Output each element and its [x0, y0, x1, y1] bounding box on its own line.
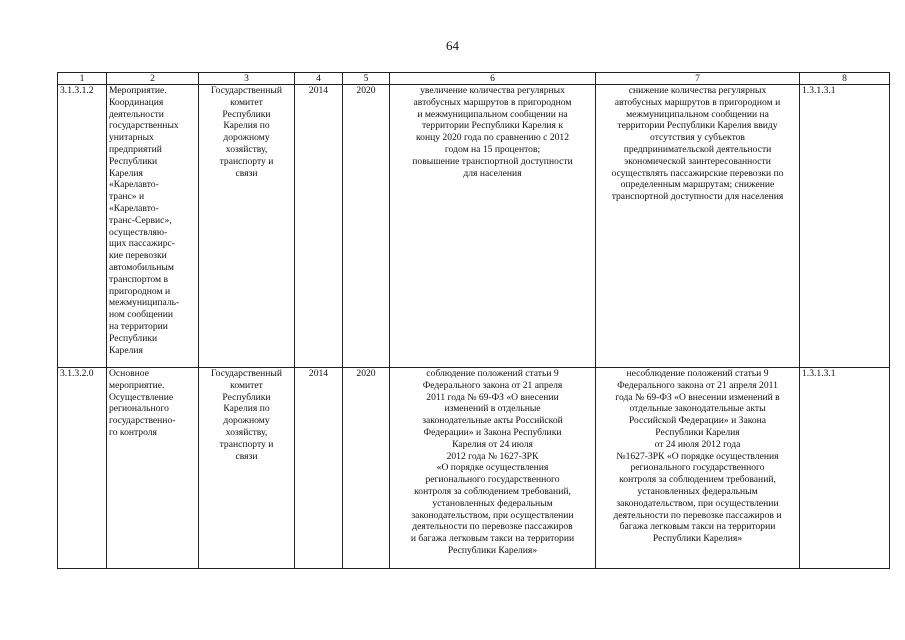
cell-text-line: №1627-ЗРК «О порядке осуществления	[616, 450, 779, 462]
cell-text-line: законодательством, при осуществлении	[616, 497, 779, 509]
cell-text-line: предпринимательской деятельности	[623, 143, 772, 155]
cell-text-line: экономической заинтересованности	[624, 155, 771, 167]
measure-name	[107, 368, 199, 569]
cell-text-line: Карелия	[109, 344, 143, 356]
cell-text-line: Карелия	[109, 167, 143, 179]
cell-text-line: Федерального закона от 21 апреля	[422, 379, 563, 391]
table-row	[58, 368, 890, 569]
program-measures-table	[57, 72, 890, 569]
cell-text-line: дорожному	[223, 132, 270, 144]
responsible-executor	[199, 368, 295, 569]
cell-text-line: 2011 года № 69-ФЗ «О внесении	[426, 391, 559, 403]
cell-text-line: Карелия по	[223, 403, 270, 415]
cell-text-line: Карелия по	[223, 120, 270, 132]
cell-text-line: автобусных маршрутов в пригородном	[413, 96, 572, 108]
column-header-2: 2	[107, 73, 199, 85]
cell-text-line: связи	[235, 450, 258, 462]
measure-name	[107, 85, 199, 368]
cell-text-line: регионального государственного	[425, 474, 560, 486]
cell-text-line: Республики	[109, 332, 158, 344]
cell-text-line: отсутствия у субъектов	[650, 132, 745, 144]
cell-text-line: территории Республики Карелия ввиду	[617, 120, 778, 132]
cell-text-line: регионального	[109, 403, 169, 415]
cell-text-line: комитет	[230, 379, 263, 391]
cell-text-line: транспорту и	[219, 438, 274, 450]
cell-text-line: хозяйству,	[225, 426, 268, 438]
cell-text-line: государственно-	[109, 415, 176, 427]
cell-text-line: мероприятие.	[109, 379, 165, 391]
measure-code: 3.1.3.1.2	[58, 85, 107, 368]
cell-text-line: «Карелавто-	[109, 179, 159, 191]
column-header-7: 7	[596, 73, 800, 85]
non-implementation-consequences	[596, 368, 800, 569]
cell-text-line: установленных федеральным	[637, 485, 758, 497]
related-indicator: 1.3.1.3.1	[800, 368, 890, 569]
cell-text-line: связи	[235, 167, 258, 179]
non-implementation-consequences	[596, 85, 800, 368]
cell-text-line: пригородном и	[109, 285, 171, 297]
expected-result	[390, 85, 596, 368]
end-year: 2020	[343, 368, 390, 569]
table-row	[58, 85, 890, 368]
cell-text-line: ном сообщении	[109, 309, 173, 321]
cell-text-line: предприятий	[109, 143, 162, 155]
related-indicator: 1.3.1.3.1	[800, 85, 890, 368]
cell-text-line: го контроля	[109, 426, 157, 438]
cell-text-line: законодательные акты Российской	[422, 415, 563, 427]
cell-text-line: хозяйству,	[225, 143, 268, 155]
cell-text-line: транс-Сервис»,	[109, 214, 172, 226]
cell-text-line: кие перевозки	[109, 250, 167, 262]
cell-text-line: Республики Карелия	[655, 426, 740, 438]
cell-text-line: для населения	[463, 167, 522, 179]
cell-text-line: транспорту и	[219, 155, 274, 167]
cell-text-line: комитет	[230, 96, 263, 108]
cell-text-line: территории Республики Карелия к	[421, 120, 563, 132]
cell-text-line: багажа легковым такси на территории	[619, 521, 776, 533]
cell-text-line: годом на 15 процентов;	[444, 143, 541, 155]
cell-text-line: деятельности	[109, 108, 164, 120]
cell-text-line: Федерации» и Закона Республики	[423, 426, 562, 438]
cell-text-line: на территории	[109, 320, 168, 332]
column-header-6: 6	[390, 73, 596, 85]
cell-text-line: деятельности по перевозке пассажиров	[412, 521, 573, 533]
cell-text-line: года № 69-ФЗ «О внесении изменений в	[615, 391, 780, 403]
cell-text-line: щих пассажирс-	[109, 238, 176, 250]
cell-text-line: государственных	[109, 120, 179, 132]
cell-text-line: осуществляю-	[109, 226, 168, 238]
cell-text-line: 2012 года № 1627-ЗРК	[446, 450, 539, 462]
cell-text-line: межмуниципальном сообщении на	[626, 108, 769, 120]
cell-text-line: осуществлять пассажирские перевозки по	[611, 167, 784, 179]
cell-text-line: Федерального закона от 21 апреля 2011	[617, 379, 778, 391]
start-year: 2014	[295, 368, 343, 569]
cell-text-line: Осуществление	[109, 391, 174, 403]
cell-text-line: Республики Карелия»	[447, 544, 538, 556]
cell-text-line: соблюдение положений статьи 9	[426, 368, 559, 379]
cell-text-line: снижение количества регулярных	[628, 85, 767, 96]
cell-text-line: транспортной доступности для населения	[611, 191, 784, 203]
cell-text-line: Основное	[109, 368, 149, 379]
end-year: 2020	[343, 85, 390, 368]
cell-text-line: Карелия от 24 июля	[452, 438, 533, 450]
cell-text-line: автобусных маршрутов в пригородном и	[614, 96, 781, 108]
cell-text-line: «Карелавто-	[109, 202, 159, 214]
cell-text-line: Государственный	[210, 85, 283, 96]
start-year: 2014	[295, 85, 343, 368]
cell-text-line: автомобильным	[109, 261, 174, 273]
cell-text-line: контроля за соблюдением требований,	[619, 474, 776, 486]
cell-text-line: законодательством, при осуществлении	[411, 509, 574, 521]
measure-code: 3.1.3.2.0	[58, 368, 107, 569]
cell-text-line: от 24 июля 2012 года	[654, 438, 741, 450]
cell-text-line: транс» и	[109, 191, 145, 203]
cell-text-line: транспортом в	[109, 273, 169, 285]
cell-text-line: и багажа легковым такси на территории	[410, 533, 575, 545]
cell-text-line: Республики	[222, 108, 271, 120]
column-header-1: 1	[58, 73, 107, 85]
cell-text-line: Координация	[109, 96, 164, 108]
expected-result	[390, 368, 596, 569]
column-header-8: 8	[800, 73, 890, 85]
cell-text-line: отдельные законодательные акты	[629, 403, 766, 415]
cell-text-line: унитарных	[109, 132, 154, 144]
cell-text-line: Республики	[222, 391, 271, 403]
cell-text-line: межмуниципаль-	[109, 297, 180, 309]
column-header-4: 4	[295, 73, 343, 85]
cell-text-line: Республики	[109, 155, 158, 167]
cell-text-line: Российской Федерации» и Закона	[628, 415, 767, 427]
cell-text-line: «О порядке осуществления	[436, 462, 549, 474]
cell-text-line: и межмуниципальном сообщении на	[417, 108, 568, 120]
cell-text-line: изменений в отдельные	[444, 403, 541, 415]
column-header-5: 5	[343, 73, 390, 85]
cell-text-line: установленных федеральным	[432, 497, 553, 509]
column-header-3: 3	[199, 73, 295, 85]
cell-text-line: Мероприятие.	[109, 85, 167, 96]
cell-text-line: несоблюдение положений статьи 9	[626, 368, 769, 379]
table-header-row	[58, 73, 890, 85]
cell-text-line: концу 2020 года по сравнению с 2012	[415, 132, 570, 144]
cell-text-line: дорожному	[223, 415, 270, 427]
cell-text-line: деятельности по перевозке пассажиров и	[613, 509, 782, 521]
cell-text-line: повышение транспортной доступности	[412, 155, 573, 167]
page-number: 64	[446, 38, 459, 53]
responsible-executor	[199, 85, 295, 368]
cell-text-line: определенным маршрутам; снижение	[620, 179, 775, 191]
cell-text-line: Республики Карелия»	[652, 533, 743, 545]
cell-text-line: регионального государственного	[630, 462, 765, 474]
cell-text-line: увеличение количества регулярных	[420, 85, 565, 96]
cell-text-line: Государственный	[210, 368, 283, 379]
cell-text-line: контроля за соблюдением требований,	[414, 485, 571, 497]
